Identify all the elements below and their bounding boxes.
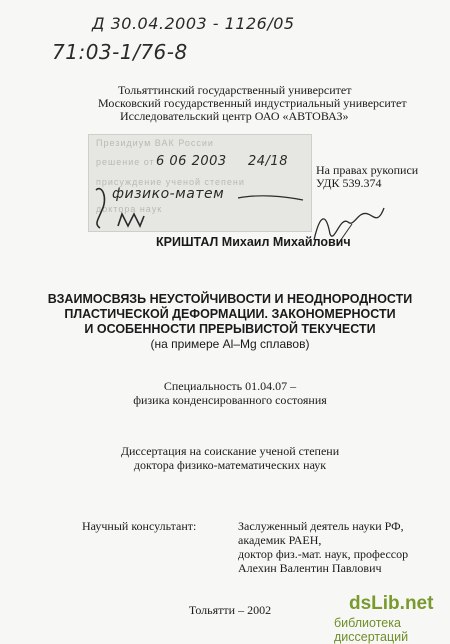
consultant-line-3: доктор физ.-мат. наук, профессор [238, 547, 409, 561]
stamp-handwriting: физико-матем [112, 186, 225, 202]
org-line-1: Тольяттинский государственный университет [118, 83, 352, 97]
watermark-logo[interactable]: dsLib.net [349, 593, 434, 614]
degree-line-1: Диссертация на соискание ученой степени [120, 444, 340, 458]
handwritten-registration: Д 30.04.2003 - 1126/05 [92, 14, 295, 33]
title-line-1: ВЗАИМОСВЯЗЬ НЕУСТОЙЧИВОСТИ И НЕОДНОРОДНОСТИ [47, 292, 413, 306]
consultant-label: Научный консультант: [82, 519, 197, 533]
city-year: Тольятти – 2002 [188, 603, 272, 617]
rights-label: На правах рукописи [316, 163, 419, 177]
consultant-line-1: Заслуженный деятель науки РФ, [238, 519, 404, 533]
stamp-faint-2: решение от [96, 157, 155, 167]
title-line-3: И ОСОБЕННОСТИ ПРЕРЫВИСТОЙ ТЕКУЧЕСТИ [84, 322, 376, 336]
stamp-faint-4: доктора наук [96, 204, 163, 214]
specialty-line-1: Специальность 01.04.07 – [163, 379, 297, 393]
specialty-line-2: физика конденсированного состояния [133, 393, 327, 407]
stamp-faint-3: присуждение ученой степени [96, 177, 245, 187]
stamp-faint-1: Президиум ВАК России [96, 138, 214, 148]
consultant-line-2: академик РАЕН, [238, 533, 322, 547]
org-line-2: Московский государственный индустриальный университет [98, 96, 407, 110]
udk-code: УДК 539.374 [316, 176, 382, 190]
title-subtitle: (на примере Al–Mg сплавов) [150, 337, 310, 351]
consultant-line-4: Алехин Валентин Павлович [238, 561, 382, 575]
author-name: КРИШТАЛ Михаил Михайлович [156, 235, 351, 249]
watermark-tagline: библиотека диссертаций [334, 616, 409, 644]
handwritten-code: 71:03-1/76-8 [52, 40, 188, 64]
org-line-3: Исследовательский центр ОАО «АВТОВАЗ» [120, 109, 349, 123]
stamp-scribble-icon [88, 180, 310, 236]
title-line-2: ПЛАСТИЧЕСКОЙ ДЕФОРМАЦИИ. ЗАКОНОМЕРНОСТИ [64, 307, 396, 321]
stamp-date: 6 06 2003 [156, 154, 227, 169]
degree-line-2: доктора физико-математических наук [133, 458, 327, 472]
stamp-number: 24/18 [248, 154, 288, 169]
